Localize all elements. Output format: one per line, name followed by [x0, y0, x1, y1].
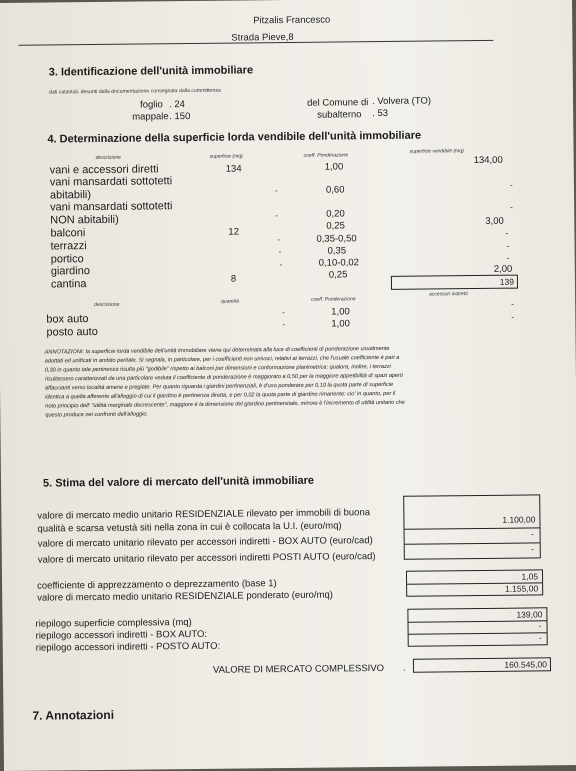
row-coeff: 0,35-0,50 — [316, 233, 357, 245]
row-label-continued: NON abitabili) — [50, 213, 119, 227]
row-value: - — [511, 299, 514, 309]
valore-ponderato-label: valore di mercato medio unitario RESIDENZIALE ponderato (euro/mq) — [37, 589, 333, 604]
note-line: 0,30 in quanto tale pertinenza risulta più "godibile" rispetto ai balconi per dimensioni e conformazione planimetrica: qualora, inoltre, i terrazzi — [44, 363, 391, 374]
comune-label: del Comune di — [307, 97, 369, 109]
row-surface: - — [274, 186, 278, 196]
row-label: balconi — [50, 227, 86, 240]
note-line: noto principio dell' "utilità marginale decrescente", maggiore è la dimensione del giardino pertinenziale, minore è l'incremento di utilità unitario che — [45, 399, 405, 410]
owner-name: Pitzalis Francesco — [253, 14, 331, 27]
row-coeff: 0,35 — [327, 245, 347, 257]
coefficiente-value: 1,05 — [521, 571, 539, 582]
col-header-descrizione: descrizione — [95, 154, 121, 162]
row-coeff: 1,00 — [331, 306, 350, 318]
row-label: giardino — [50, 265, 91, 278]
row-value: - — [511, 312, 515, 322]
note-line: affaccianti verso località amene e pregiate. Per quanto riguarda i giardini pertinenziali, è d'uso ponderare per 0,10 la quota parte di superficie — [45, 381, 394, 392]
row-qty: - — [282, 308, 285, 318]
valore-box-label: valore di mercato unitario rilevato per accessori indiretti - BOX AUTO (euro/cad) — [37, 535, 373, 550]
row-value: - — [506, 241, 510, 251]
row-value: 2,00 — [493, 263, 513, 275]
row-label: vani e accessori diretti — [49, 163, 159, 177]
row-coeff: 1,00 — [331, 318, 350, 330]
section-5-title: 5. Stima del valore di mercato dell'unità immobiliare — [42, 474, 315, 490]
col-header-coeff: coeff. Ponderazione — [303, 152, 349, 159]
subalterno-label: subalterno — [317, 109, 362, 121]
row-coeff: 0,25 — [326, 220, 345, 232]
foglio-value: . 24 — [169, 99, 185, 111]
mappale-label: mappale — [132, 111, 169, 123]
valore-box-value: - — [530, 529, 534, 539]
col-header-coeff-2: coeff. Ponderazione — [311, 296, 356, 303]
total-surface-value: 139 — [499, 276, 514, 287]
note-line: questo produce nei confronti dell'alloggio. — [45, 411, 149, 419]
total-surface-box — [391, 275, 518, 290]
riepilogo-posto-value: - — [538, 633, 542, 643]
row-coeff: 0,10-0,02 — [318, 257, 359, 269]
col-header-vendibile: superficie vendibile (mq) — [409, 148, 464, 155]
row-label: vani mansardati sottotetti — [50, 200, 173, 214]
col-header-quantita: quantità — [221, 298, 239, 305]
row-qty: - — [282, 320, 286, 330]
row-label: cantina — [50, 278, 87, 291]
accessori-indiretti-label: accessori indiretti — [429, 291, 468, 298]
note-line: risultassero caratterizzati da una particolare veduta il coefficiente di ponderazione è maggiorato a 0,50 per la maggiore appetibilità di spazi aperti — [44, 372, 403, 383]
riepilogo-superficie-value: 139,00 — [516, 609, 543, 620]
row-surface: 12 — [228, 226, 240, 238]
row-label: vani mansardati sottotetti — [49, 175, 173, 189]
row-value: 3,00 — [485, 215, 504, 227]
valore-complessivo-dot: . — [402, 662, 406, 674]
row-label: box auto — [46, 313, 89, 326]
riepilogo-box-label: riepilogo accessori indiretti - BOX AUTO: — [35, 628, 208, 642]
coefficiente-label: coefficiente di apprezzamento o deprezzamento (base 1) — [37, 578, 277, 592]
row-coeff: 0,20 — [326, 208, 345, 220]
riepilogo-box — [407, 607, 547, 646]
section-4-title: 4. Determinazione della superficie lorda vendibile dell'unità immobiliare — [47, 129, 422, 146]
row-value: - — [510, 202, 513, 212]
valore-medio-value: 1.100,00 — [502, 514, 536, 525]
valore-medio-label-2: qualità e scarsa vetustà siti nella zona in cui è collocata la U.I. (euro/mq) — [37, 520, 342, 535]
valore-posti-label: valore di mercato unitario rilevato per accessori indiretti POSTI AUTO (euro/cad) — [37, 551, 376, 566]
row-surface: - — [278, 247, 282, 257]
subalterno-value: . 53 — [372, 107, 389, 120]
riepilogo-posto-label: riepilogo accessori indiretti - POSTO AUTO: — [35, 640, 221, 654]
riepilogo-superficie-label: riepilogo superficie complessiva (mq) — [35, 617, 192, 630]
note-line: ANNOTAZIONI: la superficie lorda vendibile dell'unità immobiliare viene qui determinata alla luce di coefficienti di ponderazione usualmente — [44, 345, 390, 356]
row-value: 134,00 — [473, 154, 503, 167]
row-value: - — [506, 253, 510, 263]
row-value: - — [505, 228, 509, 238]
row-label: terrazzi — [50, 240, 87, 253]
row-surface: 134 — [225, 163, 242, 175]
row-value: - — [509, 180, 513, 190]
mappale-value: . 150 — [169, 111, 191, 123]
valore-medio-label-1: valore di mercato medio unitario RESIDENZIALE rilevato per immobili di buona — [37, 507, 371, 522]
row-surface: - — [279, 260, 283, 270]
row-coeff: 0,25 — [328, 269, 348, 281]
valore-ponderato-value: 1.155,00 — [505, 583, 539, 594]
coefficienti-box — [406, 569, 543, 596]
riepilogo-box-value: - — [538, 621, 542, 631]
row-surface: 8 — [230, 273, 237, 285]
valore-complessivo-value: 160.545,00 — [504, 659, 548, 670]
owner-address: Strada Pieve,8 — [231, 31, 294, 44]
row-surface: - — [277, 235, 281, 245]
valore-posti-value: - — [531, 544, 534, 554]
col-header-superficie: superficie (mq) — [209, 153, 243, 160]
valore-complessivo-label: VALORE DI MERCATO COMPLESSIVO — [212, 663, 385, 676]
valori-box — [403, 494, 541, 559]
note-line: identica a quella afferente all'alloggio di cui il giardino è pertinenza diretta, e per 0,02 la quota parte di giardino rimanente: cio' in quanto, per il — [45, 390, 396, 401]
foglio-label: foglio — [140, 99, 163, 111]
valore-complessivo-box — [413, 657, 551, 672]
section-7-title: 7. Annotazioni — [32, 707, 115, 723]
row-label-continued: abitabili) — [49, 189, 92, 202]
row-coeff: 0,60 — [325, 184, 345, 196]
row-coeff: 1,00 — [324, 161, 344, 173]
comune-value: . Volvera (TO) — [371, 95, 432, 108]
section-3-title: 3. Identificazione dell'unità immobiliare — [48, 64, 254, 79]
row-surface: - — [275, 211, 278, 221]
section-3-subtitle: dati catastali, desunti dalla documentazione consegnata dalla committenza — [48, 87, 221, 96]
note-line: adottati ed unificati in ambito peritale. Si segnala, in particolare, per i coefficienti non univoci, relativi ai terrazzi, che l'usuale coefficiente è pari a — [44, 354, 400, 365]
row-label: posto auto — [46, 325, 98, 339]
row-label: portico — [50, 253, 84, 266]
col-header-descrizione-2: descrizione — [94, 301, 120, 309]
